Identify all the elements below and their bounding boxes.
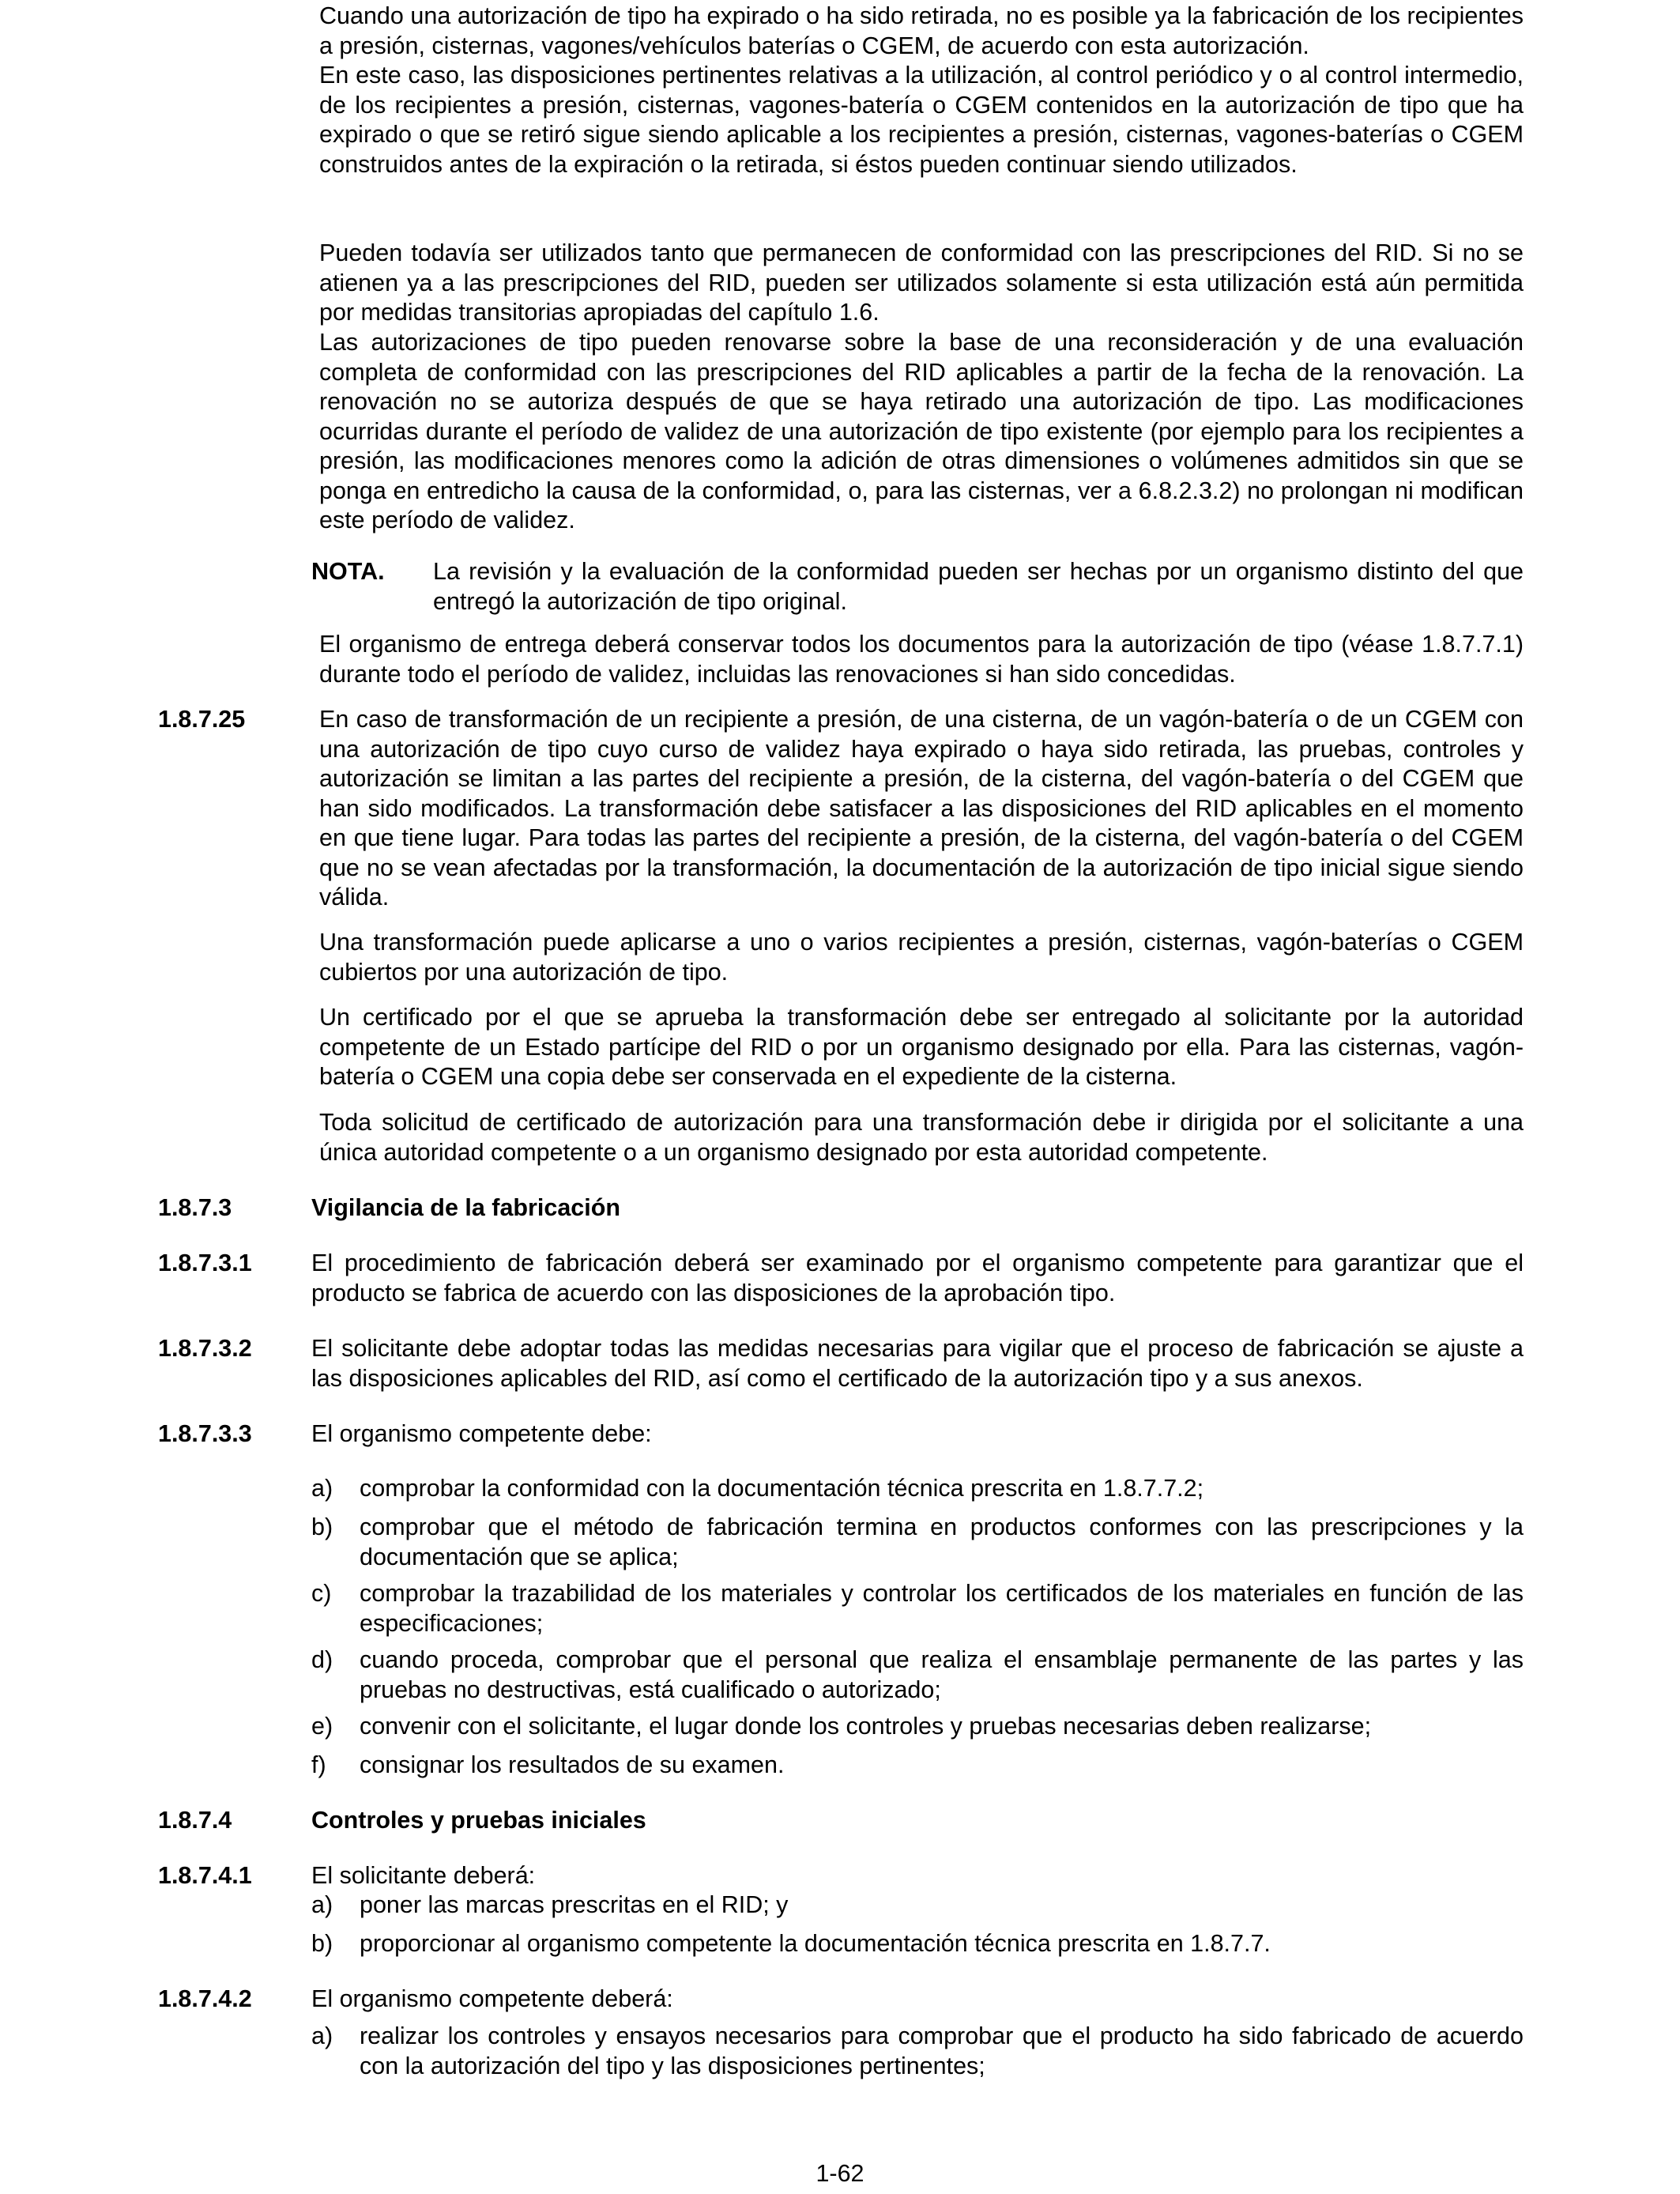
section-number-1-8-7-4-2: 1.8.7.4.2 bbox=[158, 1985, 252, 2012]
section-heading-vigilancia: Vigilancia de la fabricación bbox=[311, 1194, 621, 1221]
paragraph-transformation-request: Toda solicitud de certificado de autorización para una transformación debe ir dirigida por el solicitante a una única autoridad competente o a un organismo designado por esta autoridad competente. bbox=[319, 1109, 1524, 1166]
paragraph-1-8-7-4-2: El organismo competente deberá: bbox=[311, 1985, 673, 2012]
section-number-1-8-7-25: 1.8.7.25 bbox=[158, 706, 246, 733]
section-number-1-8-7-3: 1.8.7.3 bbox=[158, 1194, 232, 1221]
paragraph-document-retention: El organismo de entrega deberá conservar todos los documentos para la autorización de tipo (véase 1.8.7.7.1) durante todo el período de validez, incluidas las renovaciones si han sido concedidas. bbox=[319, 631, 1524, 688]
paragraph-1-8-7-3-2: El solicitante debe adoptar todas las medidas necesarias para vigilar que el proceso de fabricación se ajuste a las disposiciones aplicables del RID, así como el certificado de la autorización tipo y a sus anexos. bbox=[311, 1335, 1524, 1392]
list-item-text: cuando proceda, comprobar que el personal que realiza el ensamblaje permanente de las partes y las pruebas no destructivas, está cualificado o autorizado; bbox=[360, 1646, 1524, 1703]
list-item-label: a) bbox=[311, 1891, 333, 1918]
list-item-text: consignar los resultados de su examen. bbox=[360, 1751, 785, 1778]
note-text: La revisión y la evaluación de la conformidad pueden ser hechas por un organismo distinto del que entregó la autorización de tipo original. bbox=[433, 558, 1524, 615]
paragraph-1-8-7-3-1: El procedimiento de fabricación deberá ser examinado por el organismo competente para garantizar que el producto se fabrica de acuerdo con las disposiciones de la aprobación tipo. bbox=[311, 1250, 1524, 1306]
section-number-1-8-7-4: 1.8.7.4 bbox=[158, 1807, 232, 1834]
list-item-label: c) bbox=[311, 1580, 332, 1607]
paragraph-1-8-7-3-3: El organismo competente debe: bbox=[311, 1420, 652, 1447]
paragraph-continued-use: Pueden todavía ser utilizados tanto que permanecen de conformidad con las prescripciones del RID. Si no se atienen ya a las prescripciones del RID, pueden ser utilizados solamente si esta utilización está aún permitida por medidas transitorias apropiadas del capítulo 1.6. bbox=[319, 239, 1524, 326]
paragraph-1-8-7-4-1: El solicitante deberá: bbox=[311, 1862, 536, 1889]
list-item-text: poner las marcas prescritas en el RID; y bbox=[360, 1891, 789, 1918]
list-item-label: b) bbox=[311, 1930, 333, 1957]
paragraph-transformation-certificate: Un certificado por el que se aprueba la transformación debe ser entregado al solicitante por la autoridad competente de un Estado partícipe del RID o por un organismo designado por ella. Para las cisternas, vagón-batería o CGEM una copia debe ser conservada en el expediente de la cisterna. bbox=[319, 1004, 1524, 1090]
list-item-text: realizar los controles y ensayos necesarios para comprobar que el producto ha sido fabricado de acuerdo con la autorización del tipo y las disposiciones pertinentes; bbox=[360, 2022, 1524, 2079]
note-label: NOTA. bbox=[311, 558, 385, 585]
list-item-text: proporcionar al organismo competente la documentación técnica prescrita en 1.8.7.7. bbox=[360, 1930, 1271, 1957]
page-number: 1-62 bbox=[816, 2160, 864, 2187]
section-heading-controles: Controles y pruebas iniciales bbox=[311, 1807, 646, 1834]
list-item-label: e) bbox=[311, 1713, 333, 1740]
paragraph-transformation: En caso de transformación de un recipiente a presión, de una cisterna, de un vagón-batería o de un CGEM con una autorización de tipo cuyo curso de validez haya expirado o haya sido retirada, las pruebas, controles y autorización se limitan a las partes del recipiente a presión, de la cisterna, del vagón-batería o del CGEM que han sido modificados. La transformación debe satisfacer a las disposiciones del RID aplicables en el momento en que tiene lugar. Para todas las partes del recipiente a presión, de la cisterna, del vagón-batería o del CGEM que no se vean afectadas por la transformación, la documentación de la autorización de tipo inicial sigue siendo válida. bbox=[319, 706, 1524, 910]
paragraph-renewal: Las autorizaciones de tipo pueden renovarse sobre la base de una reconsideración y de una evaluación completa de conformidad con las prescripciones del RID aplicables a partir de la fecha de la renovación. La renovación no se autoriza después de que se haya retirado una autorización de tipo. Las modificaciones ocurridas durante el período de validez de una autorización de tipo existente (por ejemplo para los recipientes a presión, las modificaciones menores como la adición de otras dimensiones o volúmenes admitidos sin que se ponga en entredicho la causa de la conformidad, o, para las cisternas, ver a 6.8.2.3.2) no prolongan ni modifican este período de validez. bbox=[319, 329, 1524, 533]
section-number-1-8-7-3-1: 1.8.7.3.1 bbox=[158, 1250, 252, 1276]
paragraph-expiration: Cuando una autorización de tipo ha expirado o ha sido retirada, no es posible ya la fabricación de los recipientes a presión, cisternas, vagones/vehículos baterías o CGEM, de acuerdo con esta autorización. bbox=[319, 2, 1524, 59]
list-item-label: f) bbox=[311, 1751, 326, 1778]
list-item-text: comprobar la conformidad con la documentación técnica prescrita en 1.8.7.7.2; bbox=[360, 1475, 1204, 1502]
list-item-text: convenir con el solicitante, el lugar donde los controles y pruebas necesarias deben realizarse; bbox=[360, 1713, 1372, 1740]
list-item-label: a) bbox=[311, 1475, 333, 1502]
section-number-1-8-7-4-1: 1.8.7.4.1 bbox=[158, 1862, 252, 1889]
list-item-label: b) bbox=[311, 1514, 333, 1540]
paragraph-provisions: En este caso, las disposiciones pertinentes relativas a la utilización, al control periódico y o al control intermedio, de los recipientes a presión, cisternas, vagones-batería o CGEM contenidos en la autorización de tipo que ha expirado o que se retiró sigue siendo aplicable a los recipientes a presión, cisternas, vagones-baterías o CGEM construidos antes de la expiración o la retirada, si éstos pueden continuar siendo utilizados. bbox=[319, 62, 1524, 178]
section-number-1-8-7-3-2: 1.8.7.3.2 bbox=[158, 1335, 252, 1362]
list-item-label: a) bbox=[311, 2022, 333, 2049]
list-item-text: comprobar que el método de fabricación termina en productos conformes con las prescripciones y la documentación que se aplica; bbox=[360, 1514, 1524, 1570]
paragraph-transformation-scope: Una transformación puede aplicarse a uno o varios recipientes a presión, cisternas, vagón-baterías o CGEM cubiertos por una autorización de tipo. bbox=[319, 929, 1524, 986]
list-item-label: d) bbox=[311, 1646, 333, 1673]
list-item-text: comprobar la trazabilidad de los materiales y controlar los certificados de los materiales en función de las especificaciones; bbox=[360, 1580, 1524, 1637]
section-number-1-8-7-3-3: 1.8.7.3.3 bbox=[158, 1420, 252, 1447]
